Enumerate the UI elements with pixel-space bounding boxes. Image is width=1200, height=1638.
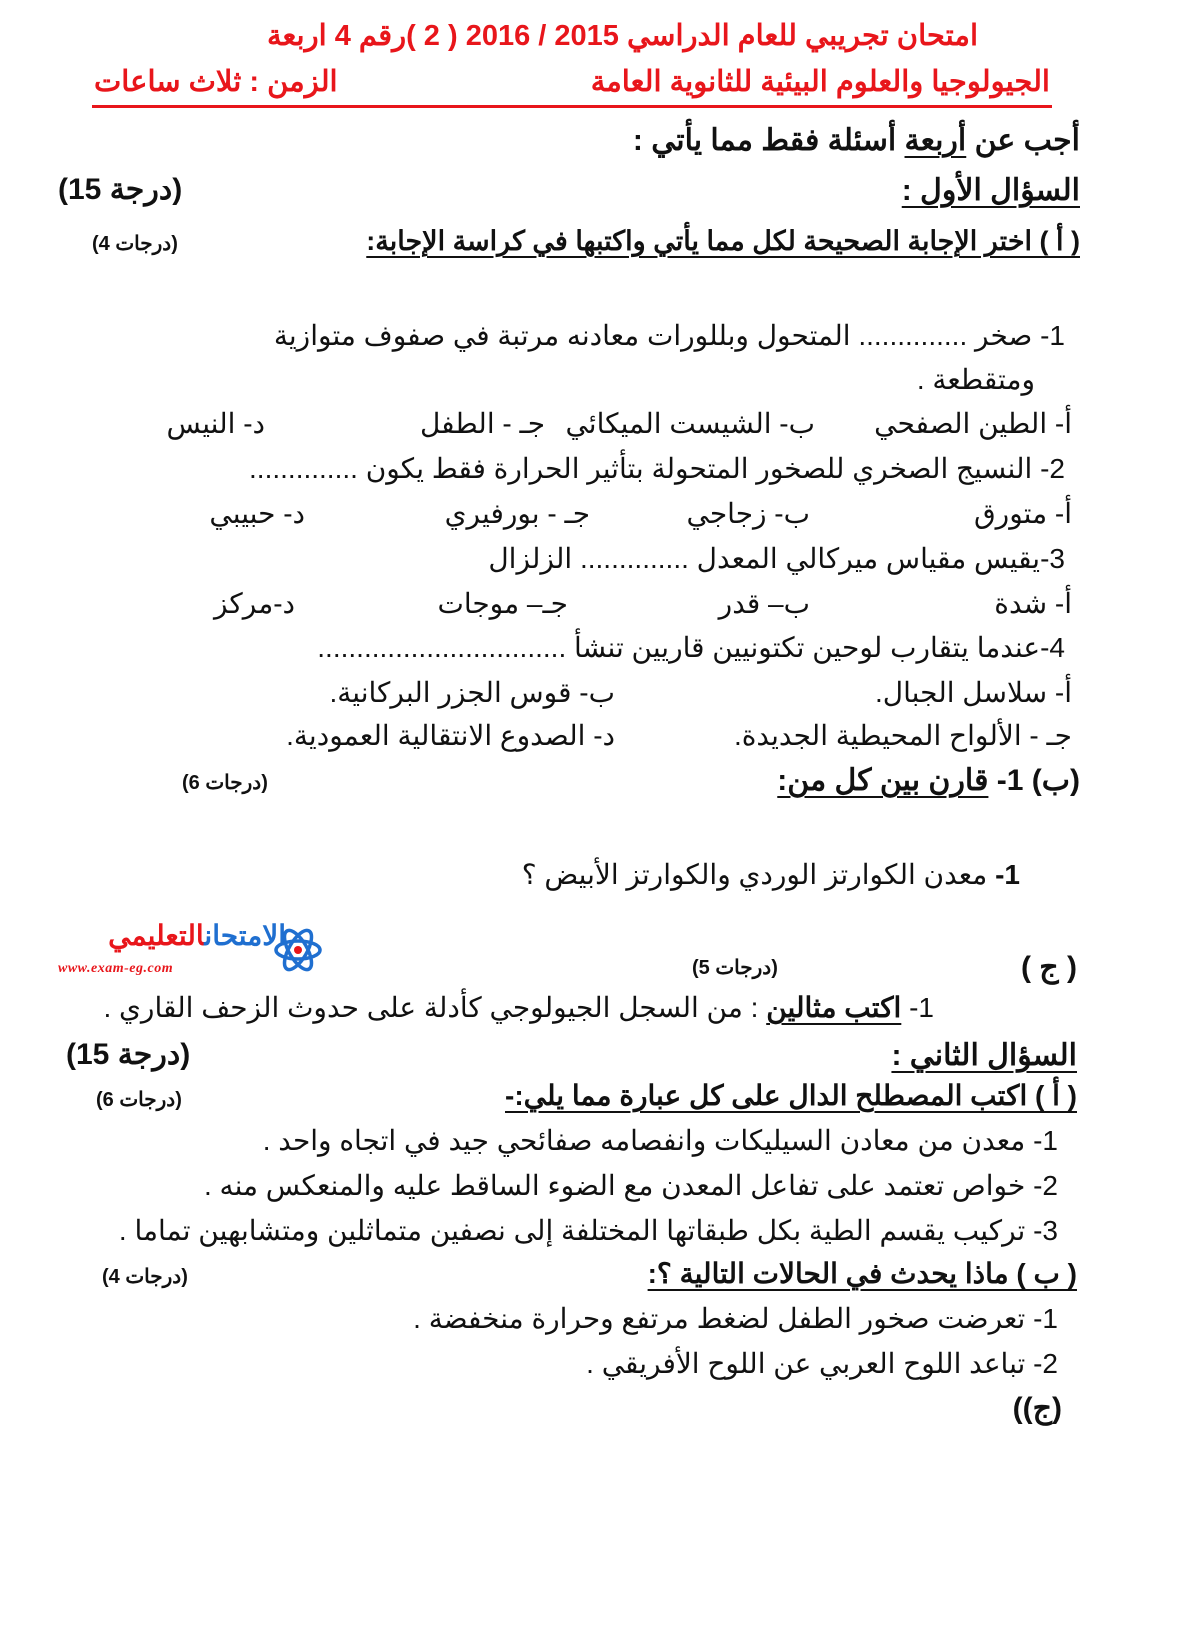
q1-item2-opt-d: د- حبيبي — [209, 498, 305, 529]
q1-partB-title — [777, 766, 1080, 796]
q1-partB-title-main: قارن بين كل من: — [777, 764, 989, 797]
site-logo — [56, 918, 346, 982]
q2-partA-item3: 3- تركيب يقسم الطية بكل طبقاتها المختلفة إلى نصفين متماثلين ومتشابهين تماما . — [118, 1215, 1058, 1246]
q1-item2-opt-b: ب- زجاجي — [686, 498, 810, 529]
q1-item4-opt-c: جـ - الألواح المحيطية الجديدة. — [733, 720, 1072, 751]
exam-subject: الجيولوجيا والعلوم البيئية للثانوية العامة — [590, 66, 1050, 98]
q1-item1-stem-cont: ومتقطعة . — [916, 364, 1035, 395]
exam-title: امتحان تجريبي للعام الدراسي 2015 / 2016 ( 2 )رقم 4 اربعة — [266, 20, 978, 52]
q1-partC-cmd: اكتب مثالين — [766, 992, 902, 1023]
q1-item3-opt-a: أ- شدة — [994, 588, 1072, 619]
q1-item1-opt-a: أ- الطين الصفحي — [874, 408, 1072, 439]
q1-item1-opt-d: د- النيس — [166, 408, 265, 439]
q1-item2-stem: 2- النسيج الصخري للصخور المتحولة بتأثير الحرارة فقط يكون .............. — [249, 453, 1065, 484]
q1-partB-title-prefix: (ب) 1- — [988, 764, 1080, 797]
header-underline — [92, 105, 1052, 108]
q2-partA-item1: 1- معدن من معادن السيليكات وانفصامه صفائحي جيد في اتجاه واحد . — [262, 1125, 1058, 1156]
q2-title: السؤال الثاني : — [891, 1039, 1077, 1072]
q1-item3-opt-d: د-مركز — [213, 588, 295, 619]
q2-partA-title: ( أ ) اكتب المصطلح الدال على كل عبارة مما يلي:- — [505, 1080, 1077, 1111]
q1-marks: (15 درجة) — [58, 173, 183, 206]
q1-item4-opt-b: ب- قوس الجزر البركانية. — [329, 677, 615, 708]
instruction-prefix: أجب عن — [966, 124, 1080, 157]
q1-item4-stem: 4-عندما يتقارب لوحين تكتونيين قاريين تنشأ ................................ — [317, 632, 1065, 663]
q1-partC-marks: (5 درجات) — [692, 957, 778, 979]
q1-partB-item-num: 1- — [995, 859, 1020, 890]
q1-partC-item — [103, 994, 934, 1022]
q1-partB-item-text: معدن الكوارتز الوردي والكوارتز الأبيض ؟ — [521, 859, 996, 890]
q2-partB-item2: 2- تباعد اللوح العربي عن اللوح الأفريقي . — [586, 1348, 1058, 1379]
q2-marks: (15 درجة) — [66, 1038, 191, 1071]
q1-item1-opt-b: ب- الشيست الميكائي — [565, 408, 815, 439]
q1-item3-opt-c: جـ– موجات — [437, 588, 568, 619]
q1-partC-label: ( ج ) — [1020, 951, 1077, 984]
instruction — [633, 126, 1080, 156]
logo-text — [108, 922, 286, 950]
logo-url: www.exam-eg.com — [58, 961, 174, 976]
exam-duration: الزمن : ثلاث ساعات — [94, 66, 338, 98]
q1-partA-title: ( أ ) اختر الإجابة الصحيحة لكل مما يأتي واكتبها في كراسة الإجابة: — [366, 226, 1080, 256]
q1-partC-text: : من السجل الجيولوجي كأدلة على حدوث الزحف القاري . — [103, 992, 767, 1023]
q1-item3-stem: 3-يقيس مقياس ميركالي المعدل .............. الزلزال — [488, 543, 1065, 574]
q2-partB-title: ( ب ) ماذا يحدث في الحالات التالية ؟: — [647, 1258, 1077, 1289]
instruction-suffix: أسئلة فقط مما يأتي : — [632, 124, 905, 157]
q2-partA-marks: (6 درجات) — [96, 1089, 182, 1111]
q1-partC-num: 1- — [909, 992, 934, 1023]
q2-partA-item2: 2- خواص تعتمد على تفاعل المعدن مع الضوء الساقط عليه والمنعكس منه . — [204, 1170, 1058, 1201]
q1-item3-opt-b: ب– قدر — [718, 588, 810, 619]
q1-item4-opt-d: د- الصدوع الانتقالية العمودية. — [286, 720, 615, 751]
q1-item1-opt-c: جـ - الطفل — [419, 408, 545, 439]
logo-text-blue: الامتحان — [204, 920, 286, 951]
q2-partB-marks: (4 درجات) — [102, 1266, 188, 1288]
q1-partA-marks: (4 درجات) — [92, 233, 178, 255]
q1-item2-opt-c: جـ - بورفيري — [444, 498, 590, 529]
q1-item1-stem: 1- صخر .............. المتحول وبللورات معادنه مرتبة في صفوف متوازية — [273, 320, 1065, 351]
q1-item4-opt-a: أ- سلاسل الجبال. — [875, 677, 1072, 708]
q1-item2-opt-a: أ- متورق — [973, 498, 1072, 529]
q2-partB-item1: 1- تعرضت صخور الطفل لضغط مرتفع وحرارة منخفضة . — [413, 1303, 1058, 1334]
q1-title: السؤال الأول : — [901, 174, 1080, 207]
q2-partC-label: (ج)) — [1012, 1392, 1062, 1425]
q1-partB-item — [522, 861, 1020, 889]
q1-partB-marks: (6 درجات) — [182, 772, 268, 794]
logo-text-red: التعليمي — [108, 920, 205, 951]
instruction-emph: أربعة — [904, 124, 967, 157]
